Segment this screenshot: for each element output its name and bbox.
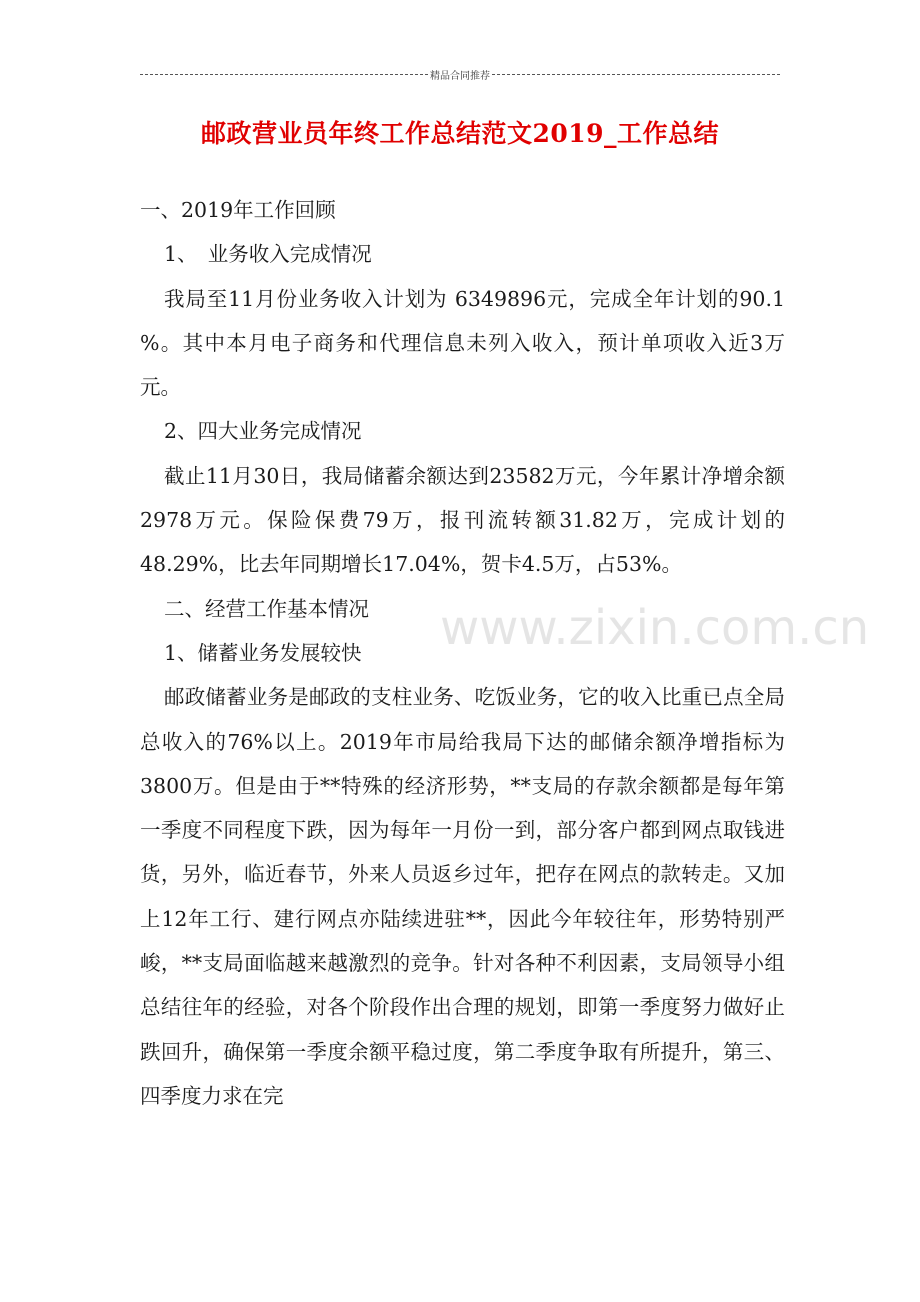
section-heading: 二、经营工作基本情况: [164, 596, 369, 621]
subsection-heading: 2、四大业务完成情况: [164, 419, 362, 444]
watermark: www.zixin.com.cn: [440, 600, 870, 656]
document-title: 邮政营业员年终工作总结范文2019_工作总结: [200, 119, 720, 148]
body-paragraph: 截止11月30日，我局储蓄余额达到23582万元，今年累计净增余额2978万元。保险保费79万，报刊流转额31.82万，完成计划的48.29%，比去年同期增长17.04%，贺卡4.5万，占53%。: [140, 463, 785, 577]
subsection-heading: 1、 业务收入完成情况: [164, 242, 372, 267]
body-paragraph: 邮政储蓄业务是邮政的支柱业务、吃饭业务，它的收入比重已点全局总收入的76%以上。2019年市局给我局下达的邮储余额净增指标为3800万。但是由于**特殊的经济形势，**支局的存款余额都是每年第一季度不同程度下跌，因为每年一月份一到，部分客户都到网点取钱进货，另外，临近春节，外来人员返乡过年，把存在网点的款转走。又加上12年工行、建行网点亦陆续进驻**，因此今年较往年，形势特别严峻，**支局面临越来越激烈的竞争。针对各种不利因素，支局领导小组总结往年的经验，对各个阶段作出合理的规划，即第一季度努力做好止跌回升，确保第一季度余额平稳过度，第二季度争取有所提升，第三、四季度力求在完: [140, 685, 785, 1108]
header-label: 精品合同推荐: [430, 70, 490, 82]
header-dash-right: [492, 74, 780, 75]
body-paragraph: 我局至11月份业务收入计划为 6349896元，完成全年计划的90.1 %。其中本月电子商务和代理信息未列入收入，预计单项收入近3万元。: [140, 286, 785, 400]
document-body: [140, 188, 785, 1118]
page-header-rule: [140, 66, 780, 82]
header-dash-left: [140, 74, 428, 75]
subsection-heading: 1、储蓄业务发展较快: [164, 640, 362, 665]
section-heading: 一、2019年工作回顾: [140, 198, 336, 222]
